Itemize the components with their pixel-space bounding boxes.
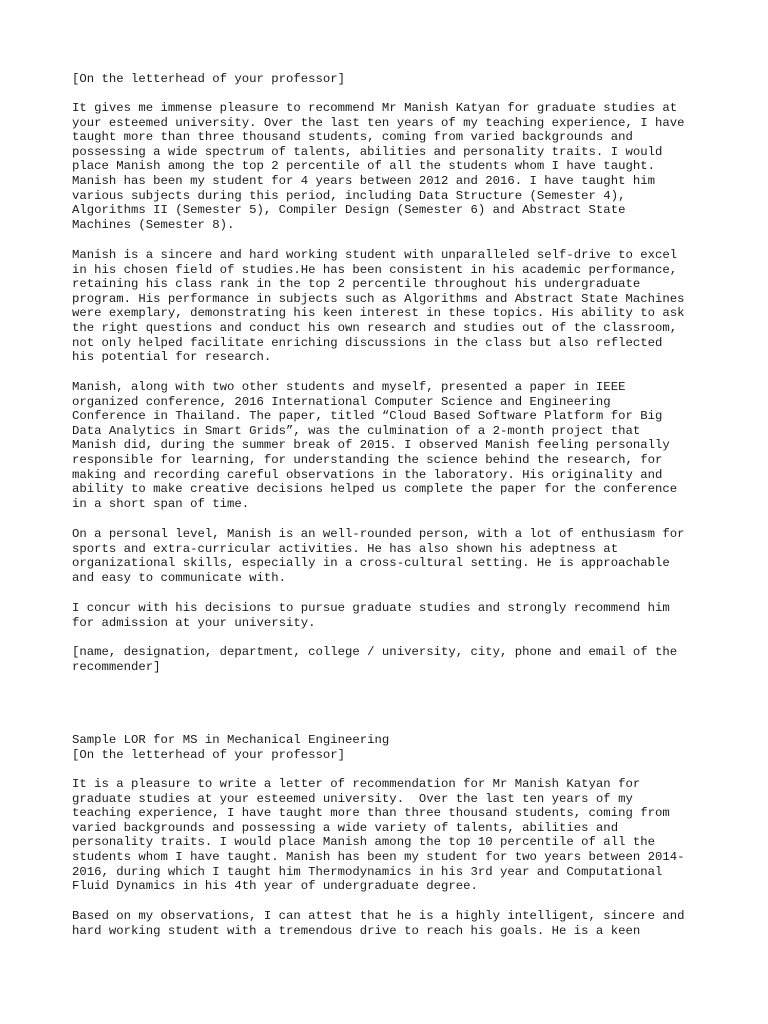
paragraph-recommendation: [72, 601, 712, 630]
text-line: possessing a wide spectrum of talents, abilities and personality traits. I would: [72, 144, 663, 159]
letterhead-note: [On the letterhead of your professor]: [72, 72, 346, 86]
text-line: retaining his class rank in the top 2 percentile throughout his undergraduate: [72, 277, 641, 292]
text-line: Algorithms II (Semester 5), Compiler Design (Semester 6) and Abstract State: [72, 203, 626, 218]
paragraph-introduction: [72, 101, 712, 232]
text-line: On a personal level, Manish is an well-rounded person, with a lot of enthusiasm for: [72, 527, 685, 541]
text-line: your esteemed university. Over the last ten years of my teaching experience, I have: [72, 115, 685, 130]
text-line: students whom I have taught. Manish has been my student for two years between 2014-: [72, 849, 685, 864]
text-line: 2016, during which I taught him Thermodynamics in his 3rd year and Computational: [72, 864, 663, 879]
paragraph-observations-2: [72, 909, 712, 938]
text-line: not only helped facilitate enriching discussions in the class but also reflected: [72, 335, 663, 350]
text-line: Manish, along with two other students and myself, presented a paper in IEEE: [72, 380, 626, 394]
text-line: recommender]: [72, 659, 161, 674]
text-line: sports and extra-curricular activities. He has also shown his adeptness at: [72, 541, 619, 556]
text-line: Machines (Semester 8).: [72, 217, 235, 232]
paragraph-introduction-2: [72, 777, 712, 894]
text-line: personality traits. I would place Manish among the top 10 percentile of all the: [72, 835, 655, 850]
text-line: were exemplary, demonstrating his keen interest in these topics. His ability to ask: [72, 306, 685, 321]
signature-placeholder: [72, 645, 712, 674]
text-line: Manish did, during the summer break of 2015. I observed Manish feeling personally: [72, 438, 670, 453]
text-line: the right questions and conduct his own research and studies out of the classroom,: [72, 320, 678, 335]
text-line: in a short span of time.: [72, 496, 250, 511]
text-line: Conference in Thailand. The paper, titled “Cloud Based Software Platform for Big: [72, 409, 663, 424]
letterhead-note-2: [On the letterhead of your professor]: [72, 748, 346, 762]
text-line: It gives me immense pleasure to recommend Mr Manish Katyan for graduate studies at: [72, 101, 678, 115]
text-line: graduate studies at your esteemed university. Over the last ten years of my: [72, 791, 633, 806]
text-line: organized conference, 2016 International Computer Science and Engineering: [72, 394, 611, 409]
text-line: program. His performance in subjects such as Algorithms and Abstract State Machines: [72, 291, 685, 306]
text-line: ability to make creative decisions helped us complete the paper for the conference: [72, 482, 678, 497]
text-line: responsible for learning, for understanding the science behind the research, for: [72, 452, 663, 467]
text-line: in his chosen field of studies.He has been consistent in his academic performance,: [72, 262, 678, 277]
text-line: [name, designation, department, college / university, city, phone and email of the: [72, 645, 678, 659]
text-line: making and recording careful observations in the laboratory. His originality and: [72, 467, 663, 482]
paragraph-character: [72, 248, 712, 365]
text-line: his potential for research.: [72, 350, 272, 365]
paragraph-personal: [72, 527, 712, 585]
text-line: organizational skills, especially in a cross-cultural setting. He is approachable: [72, 556, 670, 571]
text-line: Data Analytics in Smart Grids”, was the culmination of a 2-month project that: [72, 423, 641, 438]
text-line: place Manish among the top 2 percentile of all the students whom I have taught.: [72, 159, 655, 174]
text-line: Fluid Dynamics in his 4th year of undergraduate degree.: [72, 879, 478, 894]
text-line: hard working student with a tremendous drive to reach his goals. He is a keen: [72, 923, 641, 938]
text-line: varied backgrounds and possessing a wide variety of talents, abilities and: [72, 820, 619, 835]
text-line: Based on my observations, I can attest that he is a highly intelligent, sincere and: [72, 909, 685, 923]
section-heading: Sample LOR for MS in Mechanical Engineering: [72, 733, 390, 747]
text-line: for admission at your university.: [72, 615, 316, 630]
text-line: I concur with his decisions to pursue graduate studies and strongly recommend him: [72, 601, 670, 615]
text-line: teaching experience, I have taught more than three thousand students, coming from: [72, 806, 670, 821]
paragraph-research: [72, 380, 712, 511]
text-line: Manish is a sincere and hard working student with unparalleled self-drive to excel: [72, 248, 678, 262]
text-line: and easy to communicate with.: [72, 570, 287, 585]
text-line: Manish has been my student for 4 years between 2012 and 2016. I have taught him: [72, 173, 655, 188]
text-line: taught more than three thousand students, coming from varied backgrounds and: [72, 130, 633, 145]
text-line: various subjects during this period, including Data Structure (Semester 4),: [72, 188, 626, 203]
text-line: It is a pleasure to write a letter of recommendation for Mr Manish Katyan for: [72, 777, 641, 791]
